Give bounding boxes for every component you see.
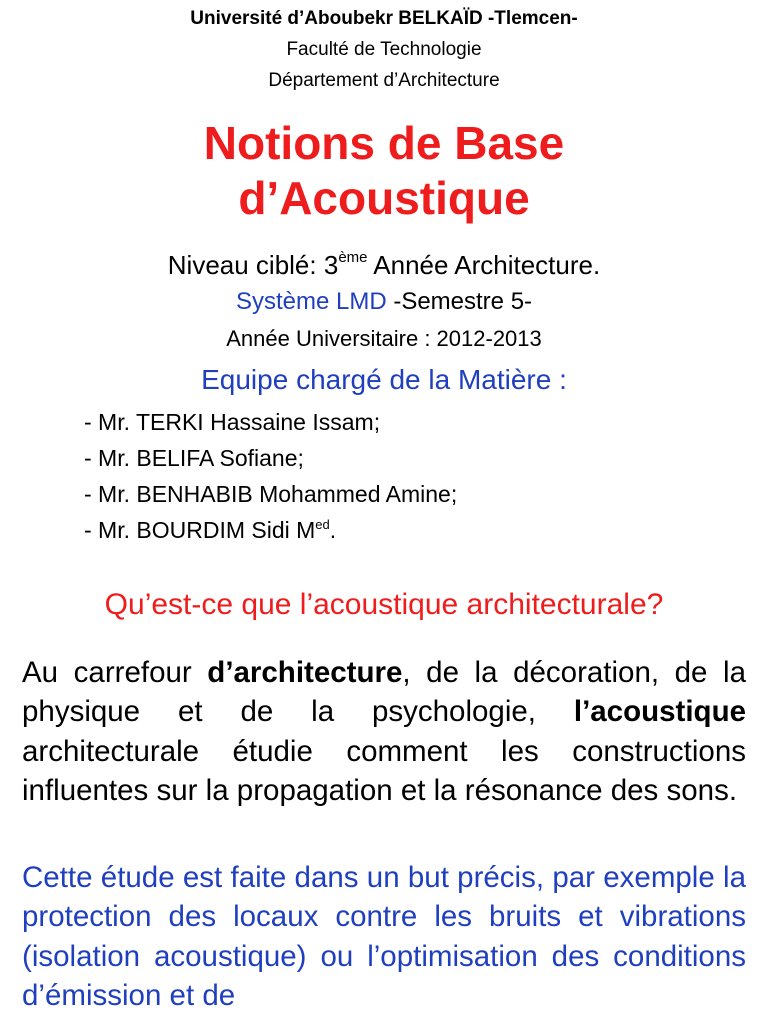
- semester: -Semestre 5-: [386, 288, 533, 315]
- paragraph-text: , de la décoration, de la physique et de la psychologie,: [22, 656, 746, 729]
- faculty-name: Faculté de Technologie: [286, 39, 482, 60]
- paragraph-text: architecturale étudie comment les constructions influentes sur la propagation et la résonance des sons.: [22, 734, 746, 808]
- academic-year: Année Universitaire : 2012-2013: [226, 326, 542, 351]
- level-line: [0, 250, 768, 281]
- level-suffix: Année Architecture.: [367, 250, 601, 280]
- university-name: Université d’Aboubekr BELKAÏD -Tlemcen-: [190, 8, 578, 29]
- team-member: - Mr. BELIFA Sofiane;: [84, 445, 304, 471]
- team-member: - Mr. TERKI Hassaine Issam;: [84, 409, 381, 435]
- paragraph-purpose: Cette étude est faite dans un but précis, par exemple la protection des locaux contre les bruits et vibrations (isolation acoustique) ou l’optimisation des conditions d’émission et de: [22, 861, 746, 1013]
- emphasis-architecture: d’architecture: [207, 656, 403, 689]
- page-title: [0, 116, 768, 226]
- team-heading: Equipe chargé de la Matière :: [201, 364, 567, 395]
- team-member-name: - Mr. BOURDIM Sidi M: [84, 517, 316, 543]
- emphasis-acoustique: l’acoustique: [573, 695, 746, 729]
- team-list: [84, 406, 457, 550]
- paragraph-definition: [22, 653, 746, 811]
- department-name: Département d’Architecture: [268, 70, 500, 91]
- level-prefix: Niveau ciblé: 3: [167, 250, 339, 280]
- system-line: [0, 288, 768, 316]
- team-member-superscript: ed: [315, 517, 330, 532]
- team-member: [84, 514, 457, 550]
- team-member-end: .: [329, 517, 337, 543]
- section-question: Qu’est-ce que l’acoustique architecturale?: [104, 588, 664, 621]
- level-superscript: ème: [338, 249, 368, 266]
- title-line-1: Notions de Base: [203, 117, 565, 169]
- paragraph-text: Au carrefour: [22, 656, 208, 689]
- team-member: - Mr. BENHABIB Mohammed Amine;: [84, 481, 458, 507]
- system-lmd: Système LMD: [235, 288, 387, 315]
- title-line-2: d’Acoustique: [238, 172, 530, 224]
